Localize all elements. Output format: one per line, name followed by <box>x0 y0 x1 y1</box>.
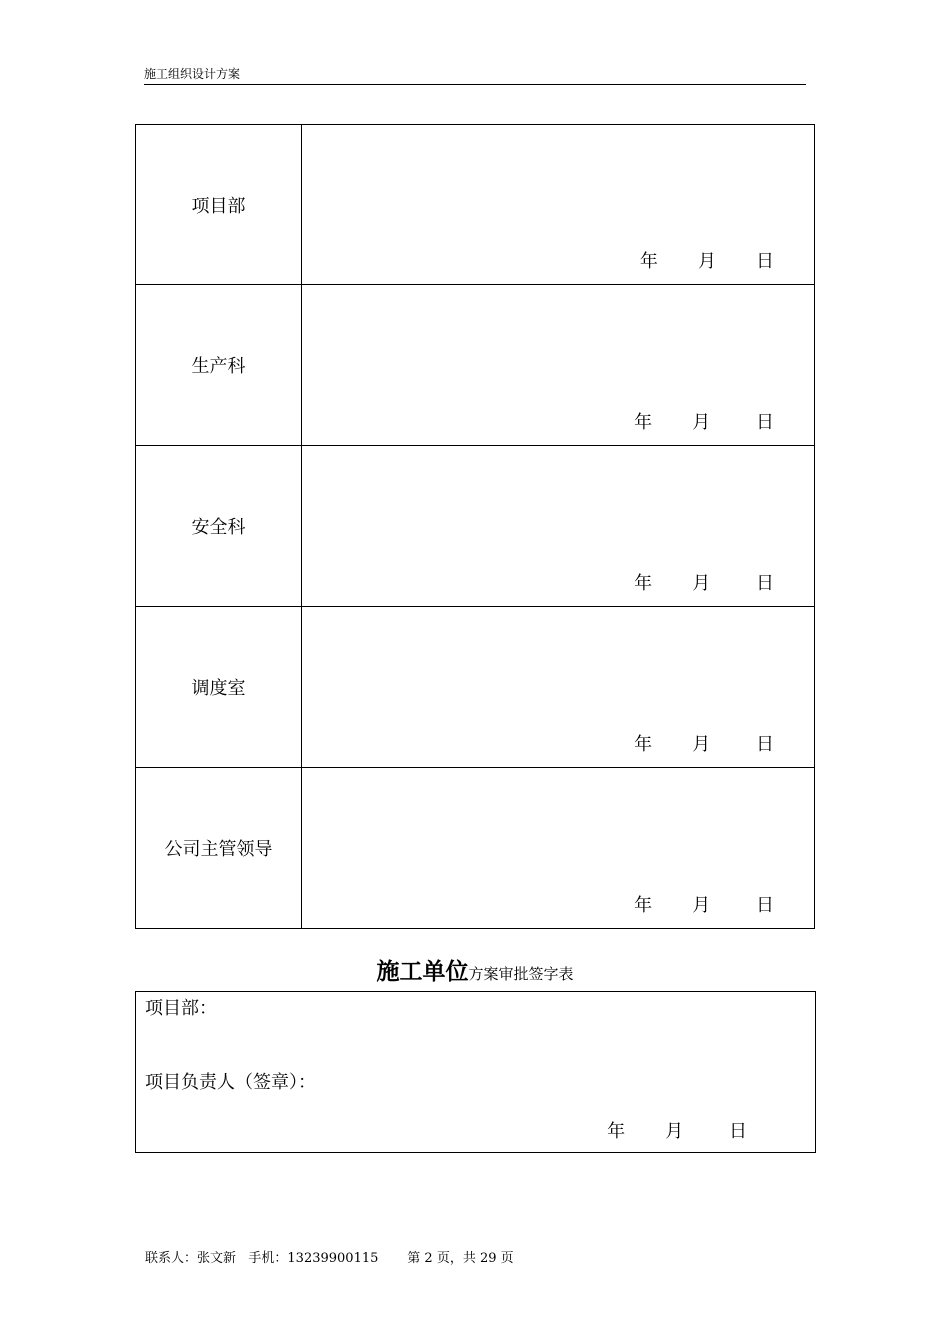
row-label: 项目部 <box>136 125 302 285</box>
signature-cell <box>302 285 815 446</box>
page-header <box>144 66 806 85</box>
signature-box <box>135 991 816 1153</box>
table-row <box>136 285 815 446</box>
table-row <box>136 607 815 768</box>
header-title: 施工组织设计方案 <box>144 67 241 81</box>
manager-signature-label: 项目负责人（签章）： <box>145 1072 316 1093</box>
section-title-main: 施工单位 <box>376 959 469 985</box>
row-label: 公司主管领导 <box>136 768 302 929</box>
section-title <box>0 953 950 986</box>
signature-cell <box>302 446 815 607</box>
date-line: 年 月 日 <box>634 734 774 755</box>
page-footer: 联系人：张文新 手机：13239900115 第 2 页，共 29 页 <box>145 1251 514 1266</box>
signature-cell <box>302 125 815 285</box>
date-line: 年 月 日 <box>639 251 774 272</box>
table-row <box>136 768 815 929</box>
approval-table <box>135 124 815 929</box>
section-title-sub: 方案审批签字表 <box>468 965 574 983</box>
row-label: 调度室 <box>136 607 302 768</box>
date-line: 年 月 日 <box>634 895 774 916</box>
date-line: 年 月 日 <box>634 573 774 594</box>
signature-cell <box>302 768 815 929</box>
table-row <box>136 446 815 607</box>
signature-cell <box>302 607 815 768</box>
row-label: 生产科 <box>136 285 302 446</box>
table-row <box>136 125 815 285</box>
date-line: 年 月 日 <box>634 412 774 433</box>
date-line: 年 月 日 <box>607 1121 747 1142</box>
department-label: 项目部： <box>145 998 217 1019</box>
row-label: 安全科 <box>136 446 302 607</box>
